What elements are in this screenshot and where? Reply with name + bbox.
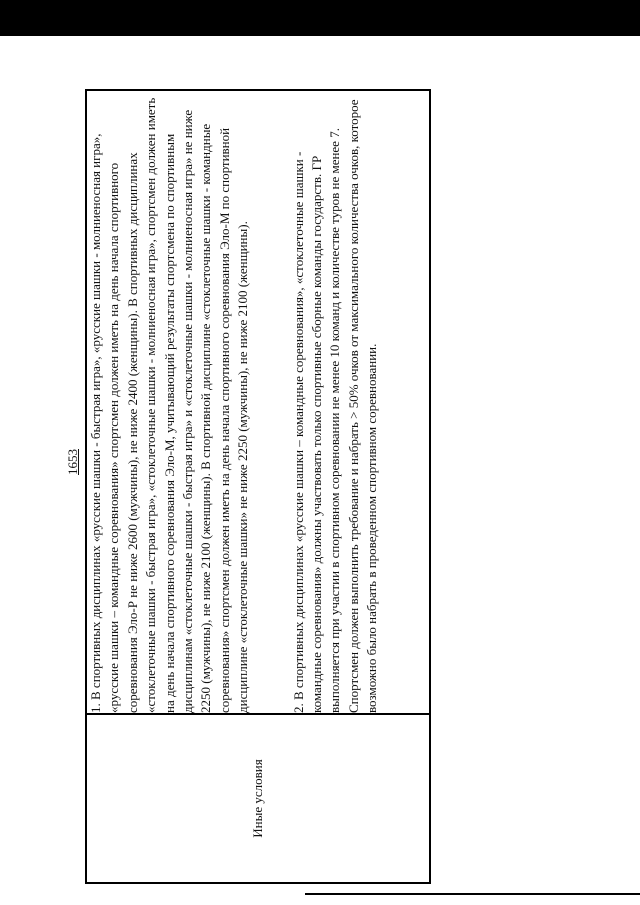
scan-bottom-edge xyxy=(305,893,640,895)
requirements-table xyxy=(85,89,431,884)
row-label: Иные условия xyxy=(86,714,430,883)
scan-top-border xyxy=(0,0,640,36)
document-page xyxy=(65,42,565,892)
row-content xyxy=(86,90,430,714)
paragraph-2: 2. В спортивных дисциплинах «русские шашки – командные соревнования», «стоклеточные шашки - командные соревнования» должны участвовать только спортивные сборные команды государств. ГР выполняется при участии в спортивном соревновании не менее 10 команд и количестве туров не менее 7. Спортсмен должен выполнить требование и набрать > 50% очков от максимального количества очков, которое возможно было набрать в проведенном спортивном соревновании. xyxy=(290,99,380,713)
paragraph-1: 1. В спортивных дисциплинах «русские шашки - быстрая игра», «русские шашки - молниеносная игра», «русские шашки – командные соревнования» спортсмен должен иметь на день начала спортивного соревнования Эло-Р не ниже 2600 (мужчины), не ниже 2400 (женщины). В спортивных дисциплинах «стоклеточные шашки - быстрая игра», «стоклеточные шашки - молниеносная игра», спортсмен должен иметь на день начала спортивного соревнования Эло-М, учитывающий результаты спортсмена по спортивным дисциплинам «стоклеточные шашки - быстрая игра» и «стоклеточные шашки - молниеносная игра» не ниже 2250 (мужчины), не ниже 2100 (женщины). В спортивной дисциплине «стоклеточные шашки - командные соревнования» спортсмен должен иметь на день начала спортивного соревнования Эло-М по спортивной дисциплине «стоклеточные шашки» не ниже 2250 (мужчины), не ниже 2100 (женщины). xyxy=(88,97,251,713)
table-row xyxy=(86,90,430,883)
page-number: 1653 xyxy=(65,449,80,475)
